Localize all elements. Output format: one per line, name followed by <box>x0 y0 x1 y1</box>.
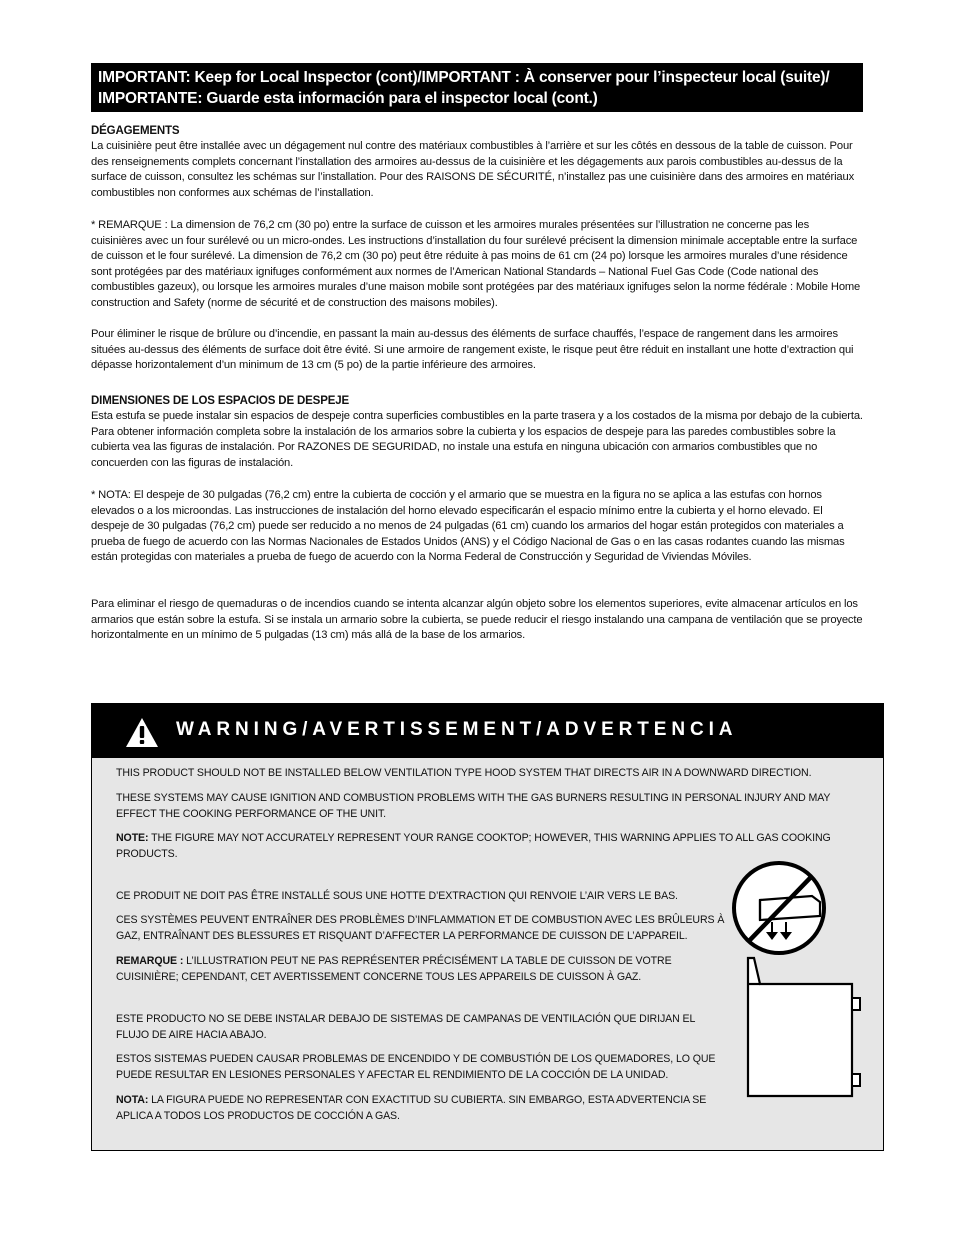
warning-fr-3-text: L’ILLUSTRATION PEUT NE PAS REPRÉSENTER PRÉCISÉMENT LA TABLE DE CUISSON DE VOTRE CUISINIÈRE; CEPENDANT, CET AVERTISSEMENT CONCERNE TOUS LES APPAREILS DE CUISSON À GAZ. <box>116 955 672 983</box>
warning-title: WARNING/AVERTISSEMENT/ADVERTENCIA <box>176 719 738 740</box>
warning-es-3-text: LA FIGURA PUEDE NO REPRESENTAR CON EXACTITUD SU CUBIERTA. SIN EMBARGO, ESTA ADVERTENCIA SE APLICA A TODOS LOS PRODUCTOS DE COCCIÓN A GAS. <box>116 1094 707 1122</box>
warning-header <box>92 704 883 758</box>
spanish-note-section <box>91 488 863 566</box>
spanish-heading: DIMENSIONES DE LOS ESPACIOS DE DESPEJE <box>91 395 350 407</box>
warning-fr-2: CES SYSTÈMES PEUVENT ENTRAÎNER DES PROBLÈMES D’INFLAMMATION ET DE COMBUSTION AVEC LES BRÛLEURS À GAZ, ENTRAÎNANT DES BLESSURES ET RISQUANT D’AFFECTER LA PERFORMANCE DE CUISSON DE L’APPAREIL. <box>116 914 725 942</box>
warning-fr-3 <box>116 953 716 985</box>
french-heading: DÉGAGEMENTS <box>91 125 180 137</box>
no-downdraft-hood-over-range-icon <box>732 856 872 1101</box>
page-header-bar <box>91 63 863 112</box>
warning-es-3 <box>116 1092 734 1124</box>
warning-fr-1: CE PRODUIT NE DOIT PAS ÊTRE INSTALLÉ SOUS UNE HOTTE D’EXTRACTION QUI RENVOIE L’AIR VERS LE BAS. <box>116 890 678 902</box>
french-clearances-section <box>91 124 863 201</box>
spanish-paragraph-1: Esta estufa se puede instalar sin espacios de despeje contra superficies combustibles en la parte trasera y a los costados de la misma por debajo de la cubierta. Para obtener información completa sobre la instalación de los armarios sobre la cubierta y los espacios de despeje para las paredes combustibles sobre la cubierta vea las figuras de instalación. Por RAZONES DE SEGURIDAD, no instale una estufa en ninguna ubicación con armarios combustibles que no concuerden con las figuras de instalación. <box>91 410 863 469</box>
spanish-clearances-section <box>91 394 863 471</box>
warning-en-2: THESE SYSTEMS MAY CAUSE IGNITION AND COMBUSTION PROBLEMS WITH THE GAS BURNERS RESULTING IN PERSONAL INJURY AND MAY EFFECT THE COOKING PERFORMANCE OF THE UNIT. <box>116 792 831 820</box>
header-line-2: IMPORTANTE: Guarde esta información para el inspector local (cont.) <box>98 90 598 107</box>
french-paragraph-2: * REMARQUE : La dimension de 76,2 cm (30 po) entre la surface de cuisson et les armoires murales présentées sur l’illustration ne concerne pas les cuisinières avec un four surélevé ou un micro-ondes. Les instructions d’installation du four surélevé précisent la dimension minimale acceptable entre la surface de cuisson et le four surélevé. La dimension de 76,2 cm (30 po) peut être réduite à pas moins de 61 cm (24 po) lorsque les armoires murales d’une résidence sont protégées par des matériaux ignifuges conformément aux normes de l’American National Standards – National Fuel Gas Code (Code national des combustibles gazeux), ou lorsque les armoires murales d’une maison mobile sont protégées par des matériaux ignifuges selon la norme fédérale : Mobile Home construction and Safety (norme de sécurité et de construction des maisons mobiles). <box>91 219 861 309</box>
warning-es-2: ESTOS SISTEMAS PUEDEN CAUSAR PROBLEMAS DE ENCENDIDO Y DE COMBUSTIÓN DE LOS QUEMADORES, LO QUE PUEDE RESULTAR EN LESIONES PERSONALES Y AFECTAR EL RENDIMIENTO DE LA COCCIÓN DE LA UNIDAD. <box>116 1053 716 1081</box>
french-safety-section <box>91 327 863 374</box>
warning-es-1: ESTE PRODUCTO NO SE DEBE INSTALAR DEBAJO DE SISTEMAS DE CAMPANAS DE VENTILACIÓN QUE DIRIJAN EL FLUJO DE AIRE HACIA ABAJO. <box>116 1013 695 1041</box>
warning-fr-3-label: REMARQUE : <box>116 955 184 967</box>
french-remark-section <box>91 218 863 312</box>
header-line-1: IMPORTANT: Keep for Local Inspector (cont)/IMPORTANT : À conserver pour l’inspecteur local (suite)/ <box>98 69 830 86</box>
warning-triangle-icon <box>125 717 159 748</box>
french-paragraph-3: Pour éliminer le risque de brûlure ou d’incendie, en passant la main au-dessus des éléments de surface chauffés, l’espace de rangement dans les armoires situées au-dessus des éléments de surface doit être évité. Si une armoire de rangement existe, le risque peut être réduit en installant une hotte d’extraction qui dépasse horizontalement d’un minimum de 13 cm (5 po) de la partie inférieure des armoires. <box>91 328 854 372</box>
french-paragraph-1: La cuisinière peut être installée avec un dégagement nul contre des matériaux combustibles à l’arrière et sur les côtés en dessous de la table de cuisson. Pour des renseignements complets concernant l’installation des armoires au-dessus de la cuisinière et les dégagements aux parois combustibles au-dessus de la surface de cuisson, consultez les schémas sur l’installation. Pour des RAISONS DE SÉCURITÉ, n’installez pas une cuisinière dans des armoires en matériaux combustibles non conformes aux schémas de l’installation. <box>91 140 855 199</box>
warning-en-3-text: THE FIGURE MAY NOT ACCURATELY REPRESENT YOUR RANGE COOKTOP; HOWEVER, THIS WARNING APPLIES TO ALL GAS COOKING PRODUCTS. <box>116 832 831 860</box>
spanish-paragraph-3: Para eliminar el riesgo de quemaduras o de incendios cuando se intenta alcanzar algún objeto sobre los elementos superiores, evite almacenar artículos en los armarios que están sobre la estufa. Si se instala un armario sobre la cubierta, se puede reducir el riesgo instalando una campana de ventilación que se proyecte horizontalmente en un mínimo de 5 pulgadas (13 cm) más allá de la base de los armarios. <box>91 598 863 642</box>
spanish-safety-section <box>91 597 863 644</box>
spanish-paragraph-2: * NOTA: El despeje de 30 pulgadas (76,2 cm) entre la cubierta de cocción y el armario que se muestra en la figura no se aplica a las estufas con hornos elevados o a los microondas. Las instrucciones de instalación del horno elevado especificarán el espacio mínimo entre la cubierta y el horno elevado. El despeje de 30 pulgadas (76,2 cm) puede ser reducido a no menos de 24 pulgadas (61 cm) cuando los armarios del hogar están protegidos con materiales a prueba de fuego de acuerdo con las Normas Nacionales de Estados Unidos (ANS) y el Código Nacional de Gas o en las casas rodantes cuando las mismas están protegidas con materiales a prueba de fuego de acuerdo con la Norma Federal de Construcción y Seguridad de Viviendas Móviles. <box>91 489 845 564</box>
warning-en-3-label: NOTE: <box>116 832 149 844</box>
warning-es-3-label: NOTA: <box>116 1094 149 1106</box>
warning-box <box>91 703 884 1151</box>
warning-en-1: THIS PRODUCT SHOULD NOT BE INSTALLED BELOW VENTILATION TYPE HOOD SYSTEM THAT DIRECTS AIR IN A DOWNWARD DIRECTION. <box>116 767 812 779</box>
